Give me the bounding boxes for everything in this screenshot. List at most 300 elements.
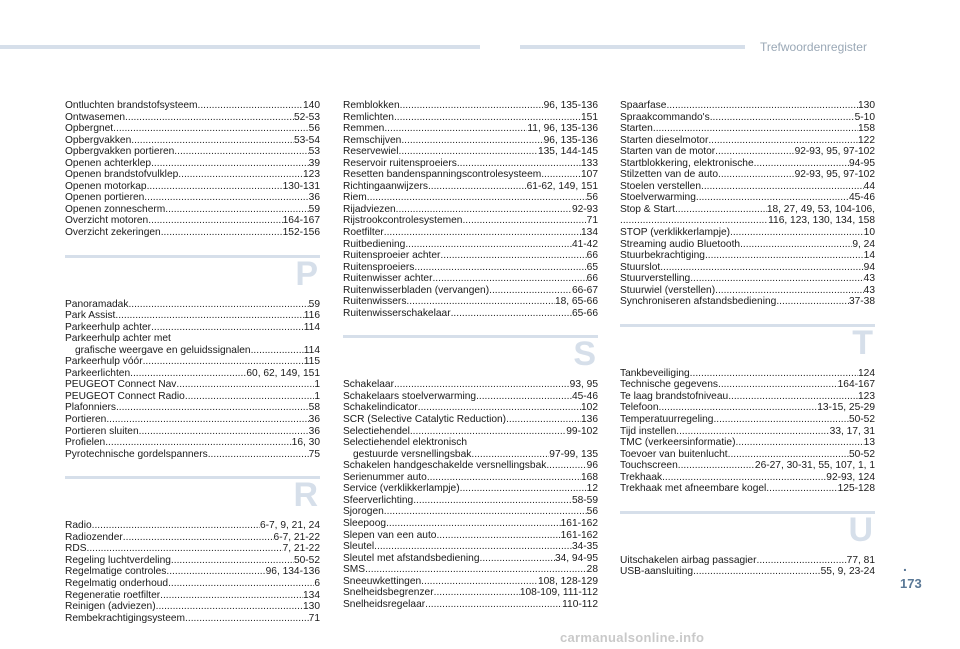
index-pages: 53-54 [293, 134, 320, 146]
index-term: RDS [65, 543, 87, 555]
index-pages: 56 [586, 192, 598, 204]
index-term: Ruitenwissers [343, 296, 407, 308]
index-entry [65, 601, 320, 613]
index-pages: 114 [303, 344, 320, 356]
index-entry [620, 158, 875, 170]
index-pages: 56 [308, 123, 320, 135]
index-group-s-continued [343, 460, 598, 610]
index-entry [620, 414, 875, 426]
index-term: Opbergnet [65, 123, 114, 135]
index-term: Service (verklikkerlampje) [343, 483, 460, 495]
index-pages: 45-46 [848, 192, 875, 204]
index-term: Remmen [343, 123, 385, 135]
index-pages: 130-131 [282, 180, 320, 192]
index-term: Technische gegevens [620, 379, 718, 391]
index-entry [65, 437, 320, 449]
index-term: Radiozender [65, 531, 123, 543]
index-entry [343, 553, 598, 565]
index-pages: 45-46 [571, 390, 598, 402]
index-pages: 43 [863, 273, 875, 285]
index-pages: 58 [308, 402, 320, 414]
index-term: Stuurwiel (verstellen) [620, 284, 716, 296]
index-entry [343, 273, 598, 285]
index-term: Regelmatige controles [65, 566, 167, 578]
index-pages: 123 [858, 390, 875, 402]
index-entry [343, 391, 598, 403]
index-entry [620, 204, 875, 227]
index-term: Startblokkering, elektronische [620, 157, 754, 169]
index-pages: 123 [303, 169, 320, 181]
index-entry [343, 204, 598, 216]
index-term: Snelheidsregelaar [343, 598, 426, 610]
index-pages: 11, 96, 135-136 [527, 123, 598, 135]
index-pages: 26-27, 30-31, 55, 107, 1, 1 [754, 460, 875, 472]
index-term: Richtingaanwijzers [343, 180, 428, 192]
index-term: PEUGEOT Connect Nav [65, 379, 177, 391]
index-pages: 59 [308, 203, 320, 215]
index-pages: 65 [586, 261, 598, 273]
index-pages: 152-156 [282, 227, 320, 239]
index-entry [65, 112, 320, 124]
index-entry [343, 541, 598, 553]
index-term: Ontwasemen [65, 111, 126, 123]
index-entry [343, 158, 598, 170]
index-pages: 97-99, 135 [549, 448, 598, 460]
index-term-cont: grafische weergave en geluidssignalen [75, 344, 251, 356]
index-entry [620, 146, 875, 158]
index-term: Ruitenwisserschakelaar [343, 307, 451, 319]
index-entry [343, 599, 598, 611]
index-term: PEUGEOT Connect Radio [65, 390, 185, 402]
index-entry [343, 135, 598, 147]
index-pages: 52-53 [293, 111, 320, 123]
index-term: Remschijven [343, 134, 402, 146]
index-term: Slepen van een auto [343, 529, 437, 541]
index-entry [620, 555, 875, 567]
index-term: Overzicht zekeringen [65, 227, 161, 239]
index-entry [343, 123, 598, 135]
index-column-2 [343, 100, 598, 610]
index-term: Stoelen verstellen [620, 180, 701, 192]
index-term: Spaarfase [620, 100, 667, 111]
index-pages: 140 [303, 100, 320, 111]
index-pages: 39 [308, 157, 320, 169]
index-pages: 102 [581, 402, 598, 414]
index-term: Ontluchten brandstofsysteem [65, 100, 198, 111]
index-pages: 50-52 [848, 448, 875, 460]
index-pages: 124 [858, 367, 875, 379]
index-pages: 151 [581, 111, 598, 123]
index-entry [343, 379, 598, 391]
index-entry [343, 285, 598, 297]
index-entry [65, 402, 320, 414]
index-term: Parkeerhulp achter [65, 321, 152, 333]
index-term: Sleutel met afstandsbediening [343, 552, 480, 564]
index-term: Regeneratie roetfilter [65, 589, 161, 601]
index-pages: 71 [308, 612, 320, 624]
index-term: Streaming audio Bluetooth [620, 238, 741, 250]
index-entry [620, 379, 875, 391]
index-group-s-continued [620, 100, 875, 204]
letter-divider-p [65, 239, 320, 299]
index-column-1 [65, 100, 320, 624]
divider-line [343, 335, 598, 338]
index-group-p-continued [65, 356, 320, 460]
index-term: SCR (Selective Catalytic Reduction) [343, 414, 507, 426]
index-entry [65, 204, 320, 216]
divider-letter: T [852, 323, 873, 362]
index-pages: 65-66 [571, 307, 598, 319]
index-pages: 92-93 [571, 203, 598, 215]
divider-line [620, 511, 875, 514]
index-term: Profielen [65, 437, 106, 449]
index-entry [620, 135, 875, 147]
index-entry [620, 262, 875, 274]
index-entry [65, 555, 320, 567]
index-entry [343, 530, 598, 542]
index-pages: 96, 135-136 [543, 100, 598, 111]
index-term: Ruitensproeier achter [343, 250, 441, 262]
index-pages: 168 [581, 471, 598, 483]
index-entry [620, 100, 875, 112]
index-entry [620, 239, 875, 251]
index-pages: 28 [586, 564, 598, 576]
index-entry [343, 402, 598, 414]
index-term: Schakelindicator [343, 402, 418, 414]
index-pages: 130 [858, 100, 875, 111]
index-entry [65, 181, 320, 193]
index-pages: 60, 62, 149, 151 [246, 367, 320, 379]
index-entry [65, 146, 320, 158]
index-pages: 13-15, 25-29 [817, 402, 875, 414]
index-pages: 164-167 [837, 379, 875, 391]
index-pages: 71 [586, 215, 598, 227]
page-dot: . [903, 558, 907, 574]
index-term: Park Assist [65, 310, 116, 322]
index-entry [343, 587, 598, 599]
index-entry [343, 296, 598, 308]
index-pages: 164-167 [282, 215, 320, 227]
index-entry [343, 192, 598, 204]
divider-letter: S [573, 335, 596, 374]
divider-line [65, 255, 320, 258]
index-term: Ruitenwisserbladen (vervangen) [343, 284, 490, 296]
index-term: Stoelverwarming [620, 192, 696, 204]
index-pages: 9, 24 [852, 238, 875, 250]
index-term: Toevoer van buitenlucht [620, 448, 728, 460]
index-pages: 108, 128-129 [537, 575, 598, 587]
index-pages: 5-10 [854, 111, 875, 123]
index-entry [65, 566, 320, 578]
index-entry [65, 391, 320, 403]
index-term: Starten [620, 123, 653, 135]
index-pages: 36 [308, 414, 320, 426]
index-term: Parkeerlichten [65, 367, 131, 379]
index-entry [65, 192, 320, 204]
index-pages: 161-162 [560, 517, 598, 529]
index-pages: 58-59 [571, 494, 598, 506]
index-pages: 92-93, 95, 97-102 [794, 146, 875, 158]
index-entry [343, 472, 598, 484]
index-entry [343, 564, 598, 576]
index-pages: 14 [863, 250, 875, 262]
divider-line [65, 476, 320, 479]
index-pages: 18, 27, 49, 53, 104-106, [766, 203, 875, 215]
index-entry [343, 239, 598, 251]
index-pages: 59 [308, 298, 320, 310]
index-term: TMC (verkeersinformatie) [620, 437, 736, 449]
index-term: Riem [343, 192, 367, 204]
index-term: Stuurverstelling [620, 273, 691, 285]
index-term: Trekhaak [620, 471, 663, 483]
index-entry [620, 285, 875, 297]
index-term: Remlichten [343, 111, 394, 123]
index-pages: 37-38 [848, 296, 875, 308]
index-pages: 1 [314, 390, 320, 402]
index-pages: 136 [581, 414, 598, 426]
page-number: 173 [900, 576, 922, 591]
index-pages: 161-162 [560, 529, 598, 541]
index-term: Reservewiel [343, 146, 399, 158]
index-term: Selectiehendel [343, 425, 410, 437]
index-entry [65, 299, 320, 311]
index-pages: 158 [858, 123, 875, 135]
index-entry [343, 495, 598, 507]
index-term: Te laag brandstofniveau [620, 390, 729, 402]
index-term: Selectiehendel elektronisch [343, 437, 468, 449]
index-entry [343, 250, 598, 262]
index-entry [620, 391, 875, 403]
index-entry [343, 308, 598, 320]
index-entry [65, 532, 320, 544]
index-pages: 92-93, 95, 97-102 [794, 169, 875, 181]
index-term: USB-aansluiting [620, 566, 694, 578]
index-entry [343, 506, 598, 518]
index-pages: 34, 94-95 [554, 552, 598, 564]
letter-divider-t [620, 308, 875, 368]
divider-letter: P [295, 254, 318, 293]
index-group-s [343, 379, 598, 437]
divider-letter: R [293, 476, 318, 515]
index-group-t [620, 368, 875, 495]
index-pages: 96 [586, 460, 598, 472]
index-entry [343, 112, 598, 124]
index-term: Openen achterklep [65, 157, 152, 169]
index-entry [620, 402, 875, 414]
index-pages: 61-62, 149, 151 [526, 180, 598, 192]
index-entry [65, 123, 320, 135]
index-term: Roetfilter [343, 227, 384, 239]
index-entry [343, 576, 598, 588]
index-pages: 96, 135-136 [543, 134, 598, 146]
index-pages: 125-128 [837, 483, 875, 495]
index-entry [343, 262, 598, 274]
index-entry [620, 472, 875, 484]
index-pages: 6-7, 9, 21, 24 [259, 520, 320, 532]
index-entry [65, 414, 320, 426]
index-entry [620, 123, 875, 135]
index-group-r [65, 520, 320, 624]
divider-line [620, 324, 875, 327]
letter-divider-s [343, 319, 598, 379]
index-entry [343, 426, 598, 438]
index-term: Ruitenwisser achter [343, 273, 433, 285]
index-term: Sfeerverlichting [343, 494, 414, 506]
index-pages: 108-109, 111-112 [519, 587, 598, 599]
index-term: Sleutel [343, 541, 375, 553]
index-term: Reinigen (adviezen) [65, 601, 156, 613]
letter-divider-r [65, 460, 320, 520]
index-term: Trekhaak met afneembare kogel [620, 483, 767, 495]
index-term: Starten van de motor [620, 146, 716, 158]
index-pages: 6 [314, 577, 320, 589]
index-pages: 12 [586, 483, 598, 495]
index-pages: 1 [314, 379, 320, 391]
index-term: Regeling luchtverdeling [65, 554, 171, 566]
index-group-s-continued [620, 227, 875, 308]
index-term: Sleepoog [343, 517, 387, 529]
index-entry [65, 543, 320, 555]
index-pages: 36 [308, 192, 320, 204]
index-entry [343, 100, 598, 112]
index-term: Portieren sluiten [65, 425, 139, 437]
index-entry [65, 356, 320, 368]
index-term: Sneeuwkettingen [343, 575, 422, 587]
index-entry [65, 158, 320, 170]
index-pages: 115 [303, 356, 320, 368]
index-entry [65, 227, 320, 239]
index-entry [65, 322, 320, 334]
index-pages: 50-52 [293, 554, 320, 566]
index-term: Openen zonnescherm [65, 203, 166, 215]
index-term: Overzicht motoren [65, 215, 149, 227]
index-entry [620, 368, 875, 380]
index-term: Ruitensproeiers [343, 261, 415, 273]
index-entry [65, 368, 320, 380]
index-pages: 93, 95 [569, 379, 598, 391]
index-term: Tijd instellen [620, 425, 677, 437]
index-entry [65, 520, 320, 532]
index-pages: 16, 30 [291, 437, 320, 449]
index-pages: 134 [581, 227, 598, 239]
index-term-cont: gestuurde versnellingsbak [353, 448, 472, 460]
index-pages: 77, 81 [846, 554, 875, 566]
index-entry [65, 100, 320, 112]
index-term: Panoramadak [65, 298, 129, 310]
index-entry [65, 426, 320, 438]
index-entry [343, 215, 598, 227]
index-pages: 99-102 [566, 425, 598, 437]
index-entry [620, 483, 875, 495]
index-pages: 75 [308, 448, 320, 460]
index-term: Snelheidsbegrenzer [343, 587, 434, 599]
index-term: Rijadviezen [343, 203, 396, 215]
index-term: Openen portieren [65, 192, 145, 204]
index-pages: 94-95 [848, 157, 875, 169]
index-entry [343, 437, 598, 460]
letter-divider-u [620, 495, 875, 555]
index-pages: 114 [303, 321, 320, 333]
index-entry [343, 146, 598, 158]
index-pages: 92-93, 124 [826, 471, 875, 483]
index-pages: 33, 17, 31 [829, 425, 875, 437]
index-entry [620, 460, 875, 472]
index-pages: 10 [863, 227, 875, 239]
index-pages: 66 [586, 250, 598, 262]
index-pages: 130 [303, 601, 320, 613]
index-entry [620, 192, 875, 204]
index-pages: 116, 123, 130, 134, 158 [768, 215, 875, 227]
index-term: Opbergvakken [65, 134, 132, 146]
index-entry [620, 169, 875, 181]
index-entry [343, 483, 598, 495]
index-entry [343, 227, 598, 239]
index-entry [620, 112, 875, 124]
index-group-o [65, 100, 320, 239]
index-term: Plafonniers [65, 402, 116, 414]
index-pages: 43 [863, 284, 875, 296]
index-pages: 133 [581, 157, 598, 169]
index-term: Schakelaars stoelverwarming [343, 390, 477, 402]
index-entry [65, 333, 320, 356]
index-group-p [65, 299, 320, 334]
index-pages: 41-42 [571, 238, 598, 250]
header-rule-right [520, 45, 745, 49]
watermark: carmanualsonline.info [560, 630, 705, 645]
index-entry [65, 310, 320, 322]
index-entry [343, 181, 598, 193]
index-entry [620, 250, 875, 262]
index-term: Regelmatig onderhoud [65, 577, 169, 589]
index-pages: 44 [863, 180, 875, 192]
index-entry [65, 135, 320, 147]
index-term: Reservoir ruitensproeiers [343, 157, 457, 169]
index-pages: 13 [863, 437, 875, 449]
index-term: Spraakcommando's [620, 111, 710, 123]
index-entry [343, 518, 598, 530]
index-pages: 94 [863, 261, 875, 273]
index-term: Schakelaar [343, 379, 394, 391]
index-term: Resetten bandenspanningscontrolesysteem [343, 169, 542, 181]
index-term: Starten dieselmotor [620, 134, 709, 146]
index-entry [343, 169, 598, 181]
index-entry [65, 613, 320, 625]
index-pages: 116 [303, 310, 320, 322]
index-pages: 134 [303, 589, 320, 601]
index-term: Portieren [65, 414, 107, 426]
index-pages: 122 [858, 134, 875, 146]
index-entry [620, 227, 875, 239]
index-term: Sjorogen [343, 506, 384, 518]
index-term: Rembekrachtigingsysteem [65, 612, 186, 624]
index-entry [620, 437, 875, 449]
index-term: Openen brandstofvulklep [65, 169, 179, 181]
divider-letter: U [848, 510, 873, 549]
index-pages: 55, 9, 23-24 [820, 566, 875, 578]
index-entry [65, 215, 320, 227]
index-term: Opbergvakken portieren [65, 146, 175, 158]
index-term: Openen motorkap [65, 180, 147, 192]
index-entry [620, 273, 875, 285]
index-entry [343, 460, 598, 472]
index-pages: 53 [308, 146, 320, 158]
index-pages: 6-7, 21-22 [273, 531, 320, 543]
index-term: Telefoon [620, 402, 659, 414]
index-entry [65, 578, 320, 590]
header-rule-left [0, 45, 480, 49]
index-entry [620, 426, 875, 438]
index-term: Parkeerhulp achter met [65, 333, 171, 345]
